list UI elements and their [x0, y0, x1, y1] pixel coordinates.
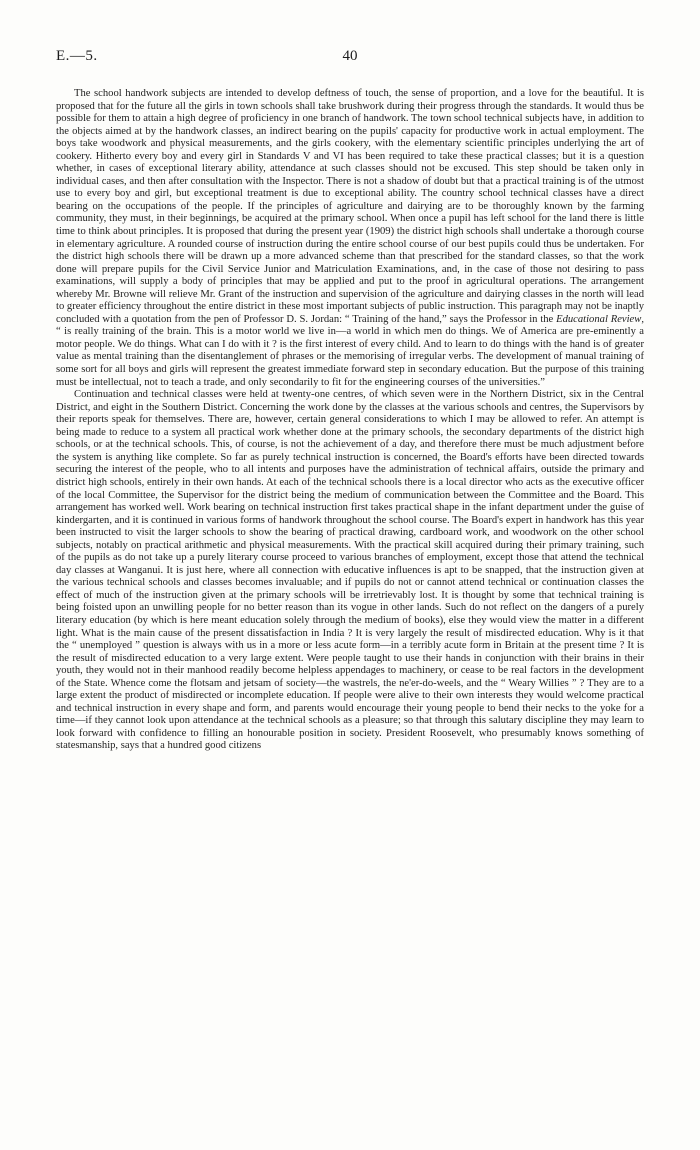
body-text	[56, 88, 644, 753]
page-header	[56, 48, 644, 68]
paragraph-continuation-classes	[56, 389, 644, 753]
paragraph-text: , “ is really training of the brain. This is a motor world we live in—a world in which men do things. We of America are pre-eminently a motor people. We do things. What can I do with it ? is the first interest of every child. And to learn to do things with the hand is of greater value as mental training than the disentanglement of phrases or the memorising of irregular verbs. The development of manual training of some sort for all boys and girls will represent the greatest immediate forward step in secondary education. But the purpose of this training must be intellectual, not to teach a trade, and only secondarily to fit for the engineering courses of the universities.”	[56, 313, 644, 388]
journal-title: Educational Review	[556, 313, 642, 325]
paragraph-text: Continuation and technical classes were held at twenty-one centres, of which seven were in the Northern District, six in the Central District, and eight in the Southern District. Concerning the work done by the classes at the various schools and centres, the Supervisors by their reports speak for themselves. There are, however, certain general considerations to which I may be allowed to refer. An attempt is being made to reduce to a system all practical work whether done at the primary schools, the secondary departments of the district high schools, or at the technical schools. This, of course, is not the achievement of a day, and therefore there must be much adjustment before the system is anything like complete. So far as purely technical instruction is concerned, the Board's efforts have been directed towards securing the interest of the people, who to all intents and purposes have the administration of technical affairs, outside the primary and district high schools, entirely in their own hands. At each of the technical schools there is a local director who acts as the executive officer of the local Committee, the Supervisor for the district being the medium of communication between the Committee and the Board. This arrangement has worked well. Work bearing on technical instruction first takes practical shape in the infant department under the guise of kindergarten, and it is continued in various forms of handwork throughout the school course. The Board's expert in handwork has this year been instructed to visit the larger schools to show the bearing of practical drawing, cardboard work, and woodwork on the other school subjects, notably on practical arithmetic and physical measurements. With the practical skill acquired during their primary training, such of the pupils as do not take up a purely literary course proceed to various branches of employment, except those that attend the technical day classes at Wanganui. It is just here, where all connection with educative influences is apt to be snapped, that the instruction given at the various technical schools and classes becomes invaluable; and if pupils do not or cannot attend technical or continuation classes the effect of much of the instruction given at the primary schools will be irretrievably lost. It is thought by some that technical training is being foisted upon an unwilling people for no better reason than its vogue in other lands. Such do not reflect on the dangers of a purely literary education (by which is here meant education solely through the medium of books), else they would view the matter in a different light. What is the main cause of the present dissatisfaction in India ? It is very largely the result of misdirected education. Why is it that the “ unemployed ” question is always with us in a more or less acute form—in a terribly acute form in Britain at the present time ? It is the result of misdirected education to a very large extent. Were people taught to use their hands in conjunction with their brains in their youth, they would not in their manhood readily become helpless appendages to machinery, or cease to be real factors in the development of the State. Whence come the flotsam and jetsam of society—the wastrels, the ne'er-do-weels, and the “ Weary Willies ” ? They are to a large extent the product of misdirected or incomplete education. If people were alive to their own interests they would welcome practical and technical instruction in every shape and form, and parents would encourage their young people to bend their necks to the yoke for a time—if they cannot look upon attendance at the technical schools as a pleasure; so that through this salutary discipline they may learn to look forward with confidence to filling an honourable position in society. President Roosevelt, who presumably knows something of statesmanship, says that a hundred good citizens	[56, 389, 644, 752]
paragraph-handwork	[56, 88, 644, 389]
paragraph-text: The school handwork subjects are intended to develop deftness of touch, the sense of proportion, and a love for the beautiful. It is proposed that for the future all the girls in town schools shall take brushwork during their progress through the standards. It would thus be possible for them to attain a high degree of proficiency in one branch of handwork. The town school technical subjects have, in addition to the objects aimed at by the handwork classes, an indirect bearing on the pupils' capacity for productive work in actual employment. The boys take woodwork and physical measurements, and the girls cookery, with the elementary scientific principles underlying the art of cookery. Hitherto every boy and every girl in Standards V and VI has been required to take these practical classes; but it is a question whether, in cases of exceptional literary ability, attendance at such classes should not be excused. This step should be taken only in individual cases, and then after consultation with the Inspector. There is not a shadow of doubt but that a practical training is of the utmost use to every boy and girl, but exceptional treatment is due to exceptional ability. The country school technical classes have a direct bearing on the occupations of the people. If the principles of agriculture and dairying are to be thoroughly known by the farming community, they must, in their beginnings, be acquired at the primary school. When once a pupil has left school for the land there is little time to think about principles. It is proposed that during the present year (1909) the district high schools shall undertake a thorough course in elementary agriculture. A rounded course of instruction during the entire school course of our best pupils could thus be undertaken. For the district high schools there will be drawn up a more advanced scheme than that prescribed for the standard classes, so that the work done will prepare pupils for the Civil Service Junior and Matriculation Examinations, and, in the case of those not desiring to pass examinations, will supply a body of principles that may be applied and put to the proof in agricultural operations. The arrangement whereby Mr. Browne will relieve Mr. Grant of the instruction and supervision of the agriculture and dairying classes in the north will lead to greater efficiency throughout the entire district in these most important subjects of public instruction. This paragraph may not be inaptly concluded with a quotation from the pen of Professor D. S. Jordan: “ Training of the hand,” says the Professor in the	[56, 88, 644, 325]
page-number: 40	[342, 48, 358, 64]
document-reference: E.—5.	[56, 48, 98, 64]
